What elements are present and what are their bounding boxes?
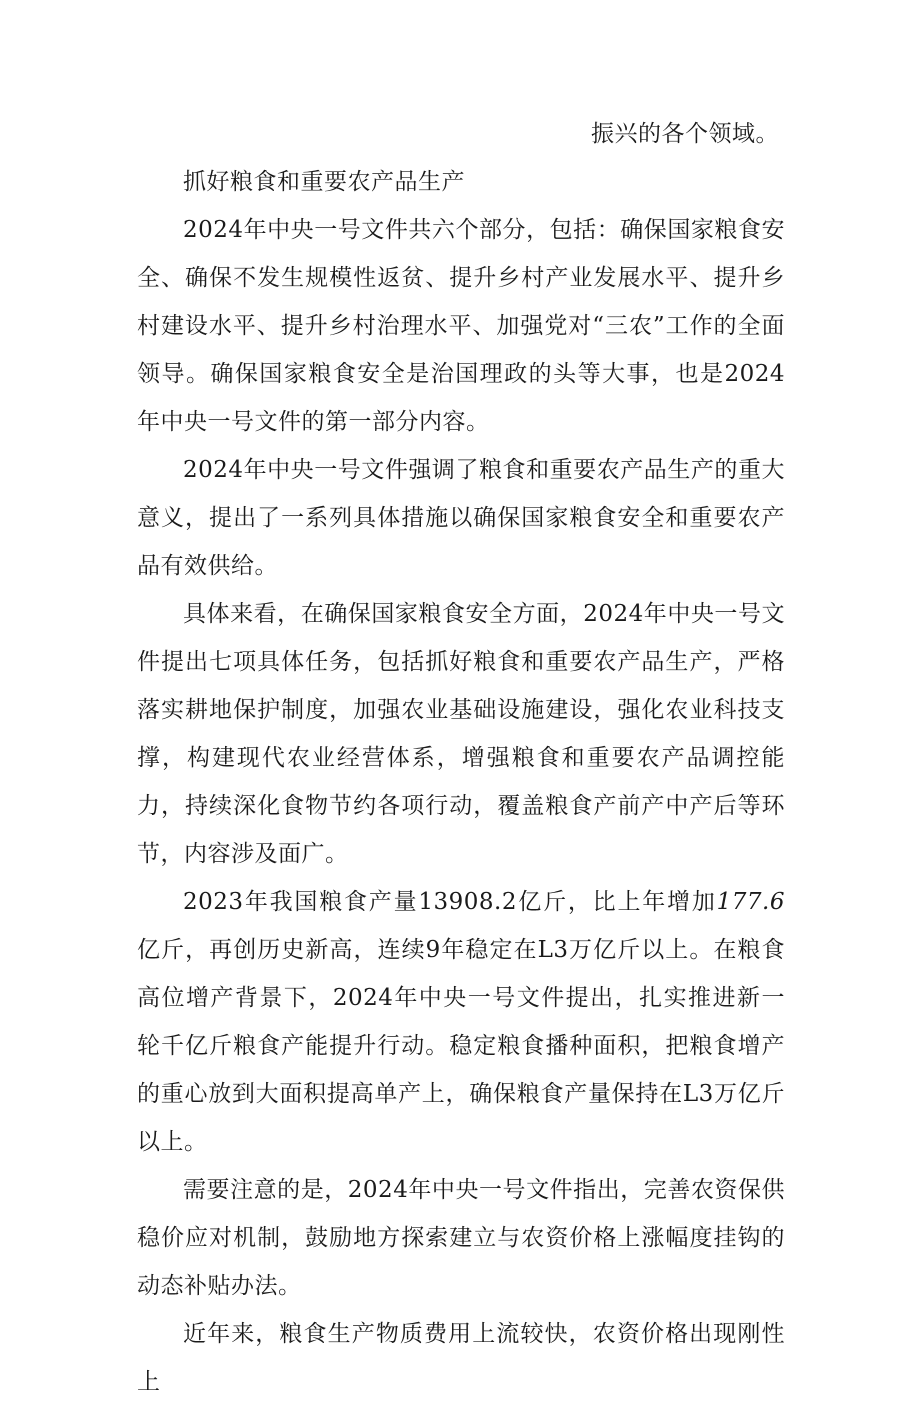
paragraph-seven-tasks: 具体来看，在确保国家粮食安全方面，2024年中央一号文件提出七项具体任务，包括抓好粮食和重要农产品生产，严格落实耕地保护制度，加强农业基础设施建设，强化农业科技支撑，构建现代农业经营体系，增强粮食和重要农产品调控能力，持续深化食物节约各项行动，覆盖粮食产前产中产后等环节，内容涉及面广。 [137, 601, 785, 867]
grain-output-text-after: 亿斤，再创历史新高，连续9年稳定在L3万亿斤以上。在粮食高位增产背景下，2024年中央一号文件提出，扎实推进新一轮千亿斤粮食产能提升行动。稳定粮食播种面积，把粮食增产的重心放到大面积提高单产上，确保粮食产量保持在L3万亿斤以上。 [137, 937, 785, 1155]
paragraph-significance: 2024年中央一号文件强调了粮食和重要农产品生产的重大意义，提出了一系列具体措施以确保国家粮食安全和重要农产品有效供给。 [137, 457, 785, 579]
paragraph-grain-output-2023 [137, 878, 785, 1166]
paragraph-production-costs: 近年来，粮食生产物质费用上流较快，农资价格出现刚性上 [137, 1321, 785, 1395]
grain-output-text-before: 2023年我国粮食产量13908.2亿斤，比上年增加 [183, 889, 717, 915]
paragraph-subsidy-mechanism: 需要注意的是，2024年中央一号文件指出，完善农资保供稳价应对机制，鼓励地方探索建立与农资价格上涨幅度挂钩的动态补贴办法。 [137, 1177, 785, 1299]
grain-increase-value: 177.6 [716, 889, 785, 915]
paragraph-document-structure: 2024年中央一号文件共六个部分，包括：确保国家粮食安全、确保不发生规模性返贫、提升乡村产业发展水平、提升乡村建设水平、提升乡村治理水平、加强党对“三农”工作的全面领导。确保国家粮食安全是治国理政的头等大事，也是2024年中央一号文件的第一部分内容。 [137, 217, 785, 435]
document-body [137, 110, 785, 1406]
section-heading: 抓好粮食和重要农产品生产 [183, 169, 465, 195]
carryover-line: 振兴的各个领域。 [591, 121, 779, 147]
